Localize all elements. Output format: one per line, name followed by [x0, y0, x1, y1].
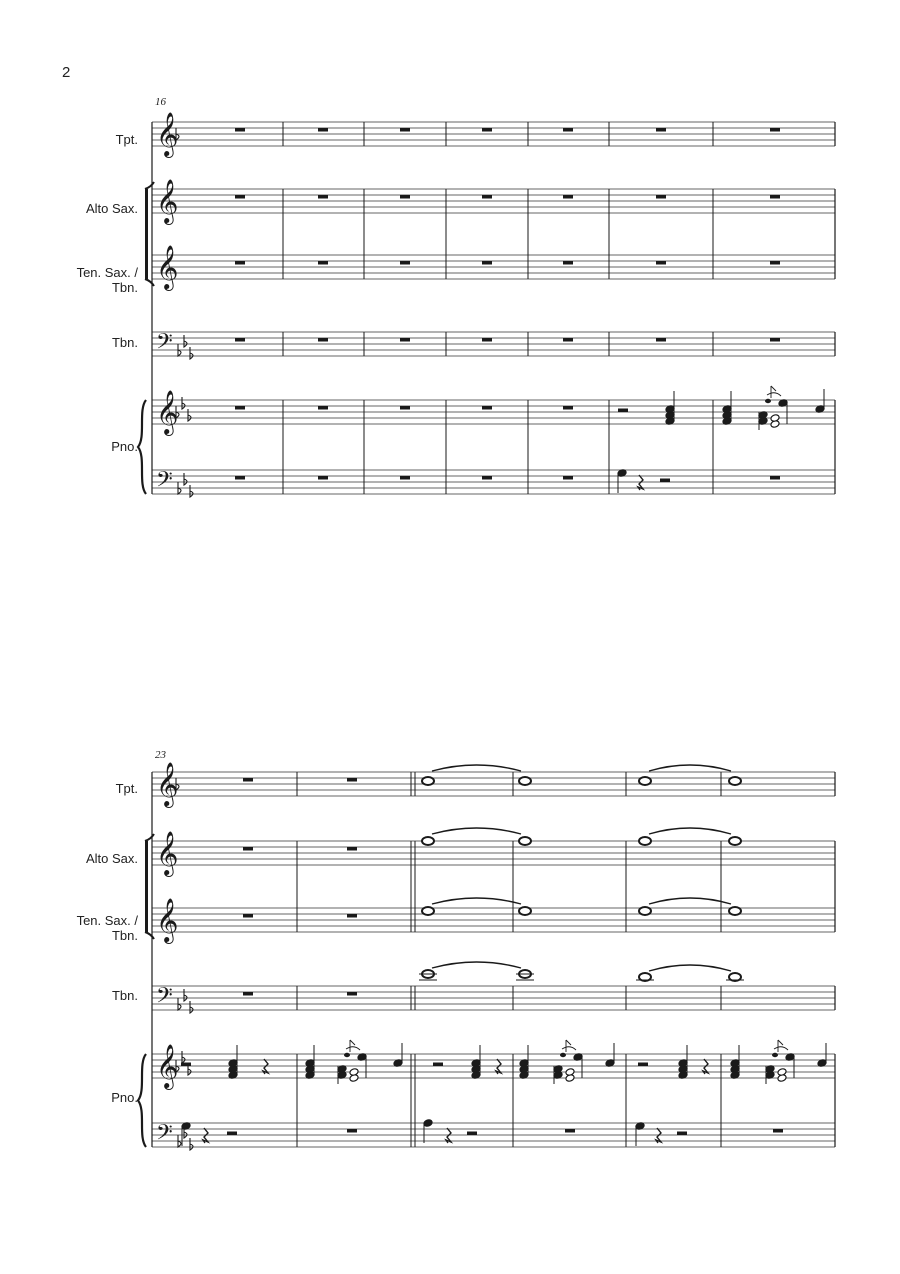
quarter-rest — [656, 1128, 661, 1143]
whole-note — [422, 777, 434, 785]
whole-rest — [347, 992, 357, 996]
whole-rest — [656, 128, 666, 132]
half-rest — [181, 1063, 191, 1067]
whole-rest — [400, 338, 410, 342]
grace-flag — [771, 386, 776, 391]
bass-clef-icon: 𝄢 — [156, 983, 173, 1014]
grace-flag — [778, 1040, 783, 1045]
quarter-rest — [638, 475, 643, 490]
whole-rest — [482, 406, 492, 410]
notehead — [770, 414, 780, 423]
brace-icon — [138, 400, 146, 494]
whole-rest — [318, 195, 328, 199]
whole-rest — [400, 261, 410, 265]
whole-rest — [243, 992, 253, 996]
whole-rest — [563, 195, 573, 199]
instrument-label-tpt: Tpt. — [115, 132, 138, 147]
flat-icon — [184, 335, 187, 347]
treble-clef-icon: 𝄞 — [156, 762, 179, 807]
treble-clef-icon: 𝄞 — [156, 179, 179, 224]
slur — [774, 1047, 788, 1050]
whole-rest — [482, 128, 492, 132]
flat-icon — [190, 347, 193, 359]
whole-note — [639, 837, 651, 845]
whole-rest — [243, 778, 253, 782]
flat-icon — [182, 397, 185, 409]
bass-clef-icon: 𝄢 — [156, 467, 173, 498]
slur — [346, 1047, 360, 1050]
whole-rest — [318, 261, 328, 265]
whole-rest — [656, 338, 666, 342]
bass-clef-icon: 𝄢 — [156, 1120, 173, 1151]
quarter-rest — [496, 1059, 501, 1074]
whole-rest — [400, 476, 410, 480]
whole-rest — [482, 338, 492, 342]
tie — [432, 765, 521, 771]
grace-note — [765, 399, 771, 403]
treble-clef-icon: 𝄞 — [156, 112, 179, 157]
whole-rest — [400, 406, 410, 410]
whole-note — [729, 837, 741, 845]
instrument-label-ten-sax-line2: Tbn. — [111, 928, 138, 943]
half-rest — [227, 1132, 237, 1136]
grace-flag — [350, 1040, 355, 1045]
flat-icon — [190, 1138, 193, 1150]
whole-rest — [656, 195, 666, 199]
whole-note — [639, 907, 651, 915]
flat-icon — [182, 1051, 185, 1063]
tie — [432, 828, 521, 834]
whole-note — [422, 907, 434, 915]
treble-clef-icon: 𝄞 — [156, 898, 179, 943]
whole-rest — [235, 195, 245, 199]
flat-icon — [190, 485, 193, 497]
whole-rest — [235, 261, 245, 265]
grace-flag — [566, 1040, 571, 1045]
treble-clef-icon: 𝄞 — [156, 1044, 179, 1089]
whole-rest — [347, 847, 357, 851]
tie — [649, 898, 731, 904]
whole-note — [729, 907, 741, 915]
tie — [649, 828, 731, 834]
whole-rest — [347, 914, 357, 918]
whole-rest — [235, 406, 245, 410]
whole-rest — [770, 476, 780, 480]
instrument-label-ten-sax-line1: Ten. Sax. / — [76, 265, 138, 280]
whole-rest — [318, 406, 328, 410]
bracket-hook — [145, 182, 154, 189]
treble-clef-icon: 𝄞 — [156, 831, 179, 876]
whole-note — [729, 777, 741, 785]
whole-note — [519, 907, 531, 915]
whole-rest — [482, 195, 492, 199]
notehead — [349, 1068, 359, 1077]
whole-rest — [400, 195, 410, 199]
quarter-rest — [446, 1128, 451, 1143]
half-rest — [660, 479, 670, 483]
whole-rest — [482, 476, 492, 480]
grace-note — [560, 1053, 566, 1057]
whole-rest — [563, 128, 573, 132]
flat-icon — [190, 1001, 193, 1013]
notehead — [777, 1068, 787, 1077]
whole-rest — [563, 406, 573, 410]
whole-note — [639, 777, 651, 785]
whole-rest — [565, 1129, 575, 1133]
whole-rest — [318, 338, 328, 342]
flat-icon — [188, 409, 191, 421]
half-rest — [467, 1132, 477, 1136]
half-rest — [638, 1063, 648, 1067]
quarter-rest — [203, 1128, 208, 1143]
measure-number-16: 16 — [155, 96, 166, 108]
whole-rest — [770, 338, 780, 342]
tie — [649, 965, 731, 971]
whole-rest — [563, 476, 573, 480]
flat-icon — [184, 989, 187, 1001]
whole-rest — [656, 261, 666, 265]
instrument-label-pno: Pno. — [111, 1090, 138, 1105]
notehead — [565, 1068, 575, 1077]
measure-number-23: 23 — [155, 749, 166, 761]
flat-icon — [184, 473, 187, 485]
instrument-label-ten-sax-line1: Ten. Sax. / — [76, 913, 138, 928]
whole-rest — [235, 476, 245, 480]
notehead — [423, 1119, 433, 1128]
whole-note — [422, 837, 434, 845]
instrument-label-tbn: Tbn. — [111, 335, 138, 350]
whole-rest — [318, 128, 328, 132]
tie — [432, 962, 521, 968]
instrument-label-tpt: Tpt. — [115, 781, 138, 796]
half-rest — [677, 1132, 687, 1136]
half-rest — [433, 1063, 443, 1067]
brace-icon — [138, 1054, 146, 1147]
whole-rest — [563, 261, 573, 265]
whole-rest — [770, 195, 780, 199]
whole-rest — [770, 128, 780, 132]
bracket-hook — [145, 932, 154, 939]
whole-rest — [243, 847, 253, 851]
bracket — [145, 189, 148, 279]
instrument-label-ten-sax-line2: Tbn. — [111, 280, 138, 295]
whole-rest — [770, 261, 780, 265]
bass-clef-icon: 𝄢 — [156, 329, 173, 360]
whole-note — [519, 777, 531, 785]
whole-rest — [243, 914, 253, 918]
half-rest — [618, 409, 628, 413]
slur — [767, 393, 781, 396]
whole-rest — [235, 338, 245, 342]
slur — [562, 1047, 576, 1050]
quarter-rest — [703, 1059, 708, 1074]
quarter-rest — [263, 1059, 268, 1074]
page-number: 2 — [62, 64, 71, 81]
treble-clef-icon: 𝄞 — [156, 245, 179, 290]
tie — [432, 898, 521, 904]
tie — [649, 765, 731, 771]
whole-rest — [563, 338, 573, 342]
whole-rest — [773, 1129, 783, 1133]
treble-clef-icon: 𝄞 — [156, 390, 179, 435]
instrument-label-alto-sax: Alto Sax. — [85, 851, 138, 866]
instrument-label-pno: Pno. — [111, 439, 138, 454]
bracket-hook — [145, 279, 154, 286]
whole-rest — [347, 778, 357, 782]
grace-note — [772, 1053, 778, 1057]
whole-rest — [400, 128, 410, 132]
whole-note — [519, 837, 531, 845]
bracket-hook — [145, 834, 154, 841]
bracket — [145, 841, 148, 932]
whole-rest — [347, 1129, 357, 1133]
instrument-label-tbn: Tbn. — [111, 988, 138, 1003]
whole-rest — [318, 476, 328, 480]
instrument-label-alto-sax: Alto Sax. — [85, 201, 138, 216]
grace-note — [344, 1053, 350, 1057]
whole-rest — [235, 128, 245, 132]
whole-rest — [482, 261, 492, 265]
